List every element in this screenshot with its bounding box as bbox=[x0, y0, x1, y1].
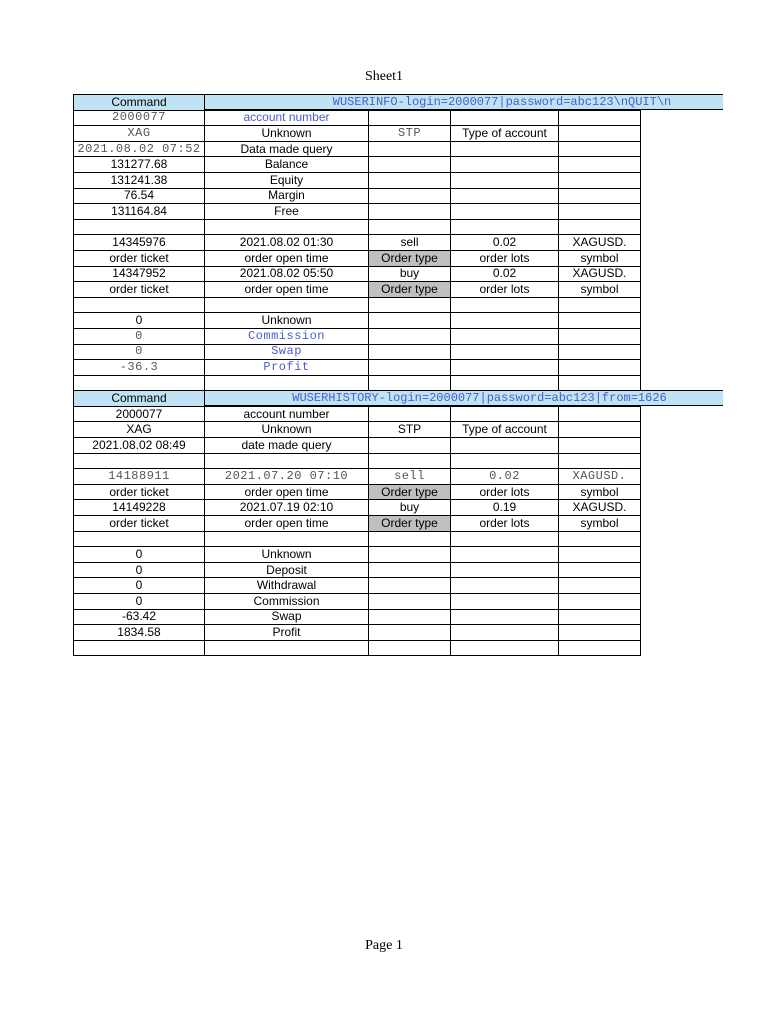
grid-cell[interactable] bbox=[74, 453, 205, 469]
grid-cell[interactable] bbox=[559, 375, 641, 391]
grid-cell[interactable]: Withdrawal bbox=[205, 578, 369, 594]
table-row bbox=[74, 172, 641, 188]
grid-cell[interactable] bbox=[559, 297, 641, 313]
grid-cell[interactable] bbox=[74, 375, 205, 391]
grid-cell[interactable] bbox=[451, 562, 559, 578]
grid-cell[interactable] bbox=[559, 453, 641, 469]
grid-cell[interactable] bbox=[205, 640, 369, 656]
grid-cell[interactable] bbox=[559, 438, 641, 454]
grid-cell[interactable]: 0 bbox=[74, 313, 205, 329]
spreadsheet-grid bbox=[73, 94, 672, 656]
grid-cell[interactable]: Unknown bbox=[205, 422, 369, 438]
grid-cell[interactable] bbox=[369, 360, 451, 376]
grid-cell[interactable]: order ticket bbox=[74, 484, 205, 500]
grid-cell[interactable]: XAGUSD. bbox=[559, 500, 641, 516]
grid-cell[interactable]: order lots bbox=[451, 484, 559, 500]
grid-cell[interactable]: STP bbox=[369, 126, 451, 142]
grid-cell[interactable] bbox=[369, 594, 451, 610]
table-row bbox=[74, 250, 641, 266]
command-text: WUSERINFO-login=2000077|password=abc123\nQUIT\n bbox=[204, 94, 723, 110]
grid-cell[interactable]: Profit bbox=[205, 625, 369, 641]
command-row bbox=[74, 95, 641, 111]
grid-cell[interactable]: 2021.07.20 07:10 bbox=[205, 469, 369, 485]
grid-cell[interactable]: 2000077 bbox=[74, 406, 205, 422]
grid-cell[interactable] bbox=[369, 219, 451, 235]
table-row bbox=[74, 360, 641, 376]
grid-cell[interactable] bbox=[559, 204, 641, 220]
grid-cell[interactable]: Equity bbox=[205, 172, 369, 188]
grid-cell[interactable] bbox=[451, 625, 559, 641]
grid-cell[interactable] bbox=[451, 594, 559, 610]
grid-cell[interactable] bbox=[559, 313, 641, 329]
grid-cell[interactable]: 2021.07.19 02:10 bbox=[205, 500, 369, 516]
grid-cell[interactable] bbox=[451, 344, 559, 360]
grid-cell[interactable]: 1834.58 bbox=[74, 625, 205, 641]
table-row bbox=[74, 219, 641, 235]
grid-cell[interactable] bbox=[369, 531, 451, 547]
grid-cell[interactable]: 0 bbox=[74, 328, 205, 344]
grid-cell[interactable] bbox=[369, 640, 451, 656]
grid-cell[interactable] bbox=[451, 531, 559, 547]
table-row bbox=[74, 204, 641, 220]
grid-cell[interactable] bbox=[451, 172, 559, 188]
grid-cell[interactable] bbox=[559, 406, 641, 422]
grid-cell[interactable]: order ticket bbox=[74, 282, 205, 298]
grid-cell[interactable] bbox=[559, 578, 641, 594]
grid-cell[interactable] bbox=[451, 438, 559, 454]
table-row bbox=[74, 282, 641, 298]
table-row bbox=[74, 157, 641, 173]
grid-cell[interactable] bbox=[451, 609, 559, 625]
grid-cell[interactable] bbox=[369, 328, 451, 344]
grid-cell[interactable]: XAG bbox=[74, 422, 205, 438]
grid-cell[interactable]: order open time bbox=[205, 516, 369, 532]
table-row bbox=[74, 516, 641, 532]
grid-cell[interactable]: order open time bbox=[205, 250, 369, 266]
grid-cell[interactable] bbox=[559, 188, 641, 204]
grid-cell[interactable]: Margin bbox=[205, 188, 369, 204]
grid-cell[interactable] bbox=[369, 157, 451, 173]
grid-cell[interactable]: order ticket bbox=[74, 250, 205, 266]
command-text: WUSERHISTORY-login=2000077|password=abc123|from=1626 bbox=[204, 390, 723, 406]
grid-cell[interactable]: 0 bbox=[74, 547, 205, 563]
grid-cell[interactable] bbox=[451, 360, 559, 376]
grid-cell[interactable] bbox=[74, 297, 205, 313]
grid-cell[interactable]: date made query bbox=[205, 438, 369, 454]
grid-cell[interactable]: Order type bbox=[369, 484, 451, 500]
command-text-cell[interactable] bbox=[205, 95, 672, 111]
grid-cell[interactable]: 0.02 bbox=[451, 266, 559, 282]
table-row bbox=[74, 406, 641, 422]
table-row bbox=[74, 500, 641, 516]
grid-cell[interactable] bbox=[205, 297, 369, 313]
grid-cell[interactable] bbox=[369, 188, 451, 204]
grid-cell[interactable] bbox=[369, 172, 451, 188]
grid-cell[interactable]: 0 bbox=[74, 594, 205, 610]
grid-cell[interactable]: Unknown bbox=[205, 313, 369, 329]
command-label-cell[interactable]: Command bbox=[74, 95, 205, 111]
grid-cell[interactable]: Profit bbox=[205, 360, 369, 376]
grid-cell[interactable]: order ticket bbox=[74, 516, 205, 532]
table-row bbox=[74, 453, 641, 469]
grid-cell[interactable]: 0 bbox=[74, 562, 205, 578]
grid-cell[interactable] bbox=[451, 157, 559, 173]
grid-body bbox=[74, 94, 672, 656]
grid-cell[interactable] bbox=[369, 609, 451, 625]
grid-cell[interactable] bbox=[451, 188, 559, 204]
table-row bbox=[74, 126, 641, 142]
grid-cell[interactable]: buy bbox=[369, 500, 451, 516]
command-text-cell[interactable] bbox=[205, 391, 667, 407]
grid-cell[interactable]: STP bbox=[369, 422, 451, 438]
grid-cell[interactable]: 131277.68 bbox=[74, 157, 205, 173]
grid-cell[interactable] bbox=[451, 204, 559, 220]
grid-cell[interactable]: symbol bbox=[559, 282, 641, 298]
grid-cell[interactable] bbox=[451, 640, 559, 656]
grid-cell[interactable] bbox=[369, 375, 451, 391]
grid-cell[interactable]: symbol bbox=[559, 484, 641, 500]
grid-cell[interactable] bbox=[369, 344, 451, 360]
table-row bbox=[74, 484, 641, 500]
grid-cell[interactable] bbox=[369, 313, 451, 329]
grid-cell[interactable] bbox=[205, 219, 369, 235]
table-row bbox=[74, 640, 641, 656]
table-row bbox=[74, 578, 641, 594]
table-row bbox=[74, 422, 641, 438]
grid-cell[interactable]: symbol bbox=[559, 516, 641, 532]
table-row bbox=[74, 547, 641, 563]
grid-cell[interactable] bbox=[559, 547, 641, 563]
grid-cell[interactable] bbox=[451, 328, 559, 344]
grid-cell[interactable]: 2021.08.02 05:50 bbox=[205, 266, 369, 282]
table-row bbox=[74, 625, 641, 641]
grid-cell[interactable] bbox=[369, 578, 451, 594]
grid-cell[interactable] bbox=[369, 438, 451, 454]
grid-cell[interactable]: 131164.84 bbox=[74, 204, 205, 220]
grid-cell[interactable]: Unknown bbox=[205, 547, 369, 563]
grid-cell[interactable]: XAGUSD. bbox=[559, 469, 641, 485]
grid-cell[interactable]: sell bbox=[369, 235, 451, 251]
grid-cell[interactable] bbox=[451, 141, 559, 157]
grid-cell[interactable] bbox=[451, 406, 559, 422]
grid-cell[interactable]: 76.54 bbox=[74, 188, 205, 204]
table-row bbox=[74, 562, 641, 578]
grid-cell[interactable] bbox=[451, 110, 559, 126]
grid-cell[interactable]: 0.02 bbox=[451, 235, 559, 251]
table-row bbox=[74, 438, 641, 454]
grid-cell[interactable]: 2021.08.02 01:30 bbox=[205, 235, 369, 251]
grid-cell[interactable]: 0 bbox=[74, 578, 205, 594]
grid-cell[interactable]: Data made query bbox=[205, 141, 369, 157]
grid-cell[interactable]: order lots bbox=[451, 516, 559, 532]
grid-cell[interactable] bbox=[369, 562, 451, 578]
grid-cell[interactable] bbox=[451, 453, 559, 469]
grid-cell[interactable] bbox=[559, 625, 641, 641]
grid-cell[interactable]: Order type bbox=[369, 282, 451, 298]
table-row bbox=[74, 110, 641, 126]
grid-cell[interactable] bbox=[205, 375, 369, 391]
grid-cell[interactable]: 14347952 bbox=[74, 266, 205, 282]
grid-cell[interactable]: XAGUSD. bbox=[559, 266, 641, 282]
command-label-cell[interactable]: Command bbox=[74, 391, 205, 407]
sheet-title: Sheet1 bbox=[364, 69, 404, 84]
grid-cell[interactable] bbox=[451, 219, 559, 235]
table-row bbox=[74, 531, 641, 547]
grid-cell[interactable]: 14188911 bbox=[74, 469, 205, 485]
table-row bbox=[74, 375, 641, 391]
grid-cell[interactable] bbox=[451, 375, 559, 391]
grid-cell[interactable] bbox=[369, 141, 451, 157]
table-row bbox=[74, 313, 641, 329]
grid-cell[interactable] bbox=[559, 594, 641, 610]
grid-cell[interactable]: Balance bbox=[205, 157, 369, 173]
table-row bbox=[74, 297, 641, 313]
grid-cell[interactable] bbox=[559, 328, 641, 344]
grid-cell[interactable]: buy bbox=[369, 266, 451, 282]
grid-cell[interactable]: Commission bbox=[205, 594, 369, 610]
grid-cell[interactable]: order open time bbox=[205, 282, 369, 298]
grid-cell[interactable] bbox=[559, 562, 641, 578]
grid-cell[interactable]: Swap bbox=[205, 344, 369, 360]
grid-cell[interactable]: Unknown bbox=[205, 126, 369, 142]
grid-cell[interactable]: 0 bbox=[74, 344, 205, 360]
grid-cell[interactable]: account number bbox=[205, 406, 369, 422]
grid-cell[interactable] bbox=[369, 625, 451, 641]
grid-cell[interactable] bbox=[451, 297, 559, 313]
grid-cell[interactable] bbox=[559, 422, 641, 438]
grid-cell[interactable]: Type of account bbox=[451, 422, 559, 438]
grid-cell[interactable]: order open time bbox=[205, 484, 369, 500]
grid-cell[interactable]: Type of account bbox=[451, 126, 559, 142]
grid-cell[interactable] bbox=[205, 531, 369, 547]
grid-cell[interactable]: Order type bbox=[369, 516, 451, 532]
grid-cell[interactable] bbox=[559, 360, 641, 376]
grid-cell[interactable] bbox=[559, 141, 641, 157]
grid-cell[interactable] bbox=[369, 204, 451, 220]
grid-cell[interactable] bbox=[559, 609, 641, 625]
grid-cell[interactable] bbox=[74, 640, 205, 656]
grid-cell[interactable]: 2021.08.02 07:52 bbox=[74, 141, 205, 157]
grid-cell[interactable] bbox=[559, 172, 641, 188]
grid-cell[interactable]: XAGUSD. bbox=[559, 235, 641, 251]
grid-cell[interactable] bbox=[451, 313, 559, 329]
page-footer: Page 1 bbox=[365, 938, 403, 953]
grid-cell[interactable]: Swap bbox=[205, 609, 369, 625]
grid-cell[interactable]: Free bbox=[205, 204, 369, 220]
grid-cell[interactable]: -63.42 bbox=[74, 609, 205, 625]
grid-cell[interactable] bbox=[369, 547, 451, 563]
grid-cell[interactable]: 131241.38 bbox=[74, 172, 205, 188]
grid-cell[interactable] bbox=[559, 126, 641, 142]
grid-cell[interactable]: XAG bbox=[74, 126, 205, 142]
grid-cell[interactable] bbox=[74, 531, 205, 547]
grid-cell[interactable]: Order type bbox=[369, 250, 451, 266]
grid-cell[interactable]: 0.19 bbox=[451, 500, 559, 516]
command-row bbox=[74, 391, 641, 407]
grid-cell[interactable]: order lots bbox=[451, 250, 559, 266]
grid-cell[interactable]: symbol bbox=[559, 250, 641, 266]
grid-cell[interactable] bbox=[369, 453, 451, 469]
table-row bbox=[74, 188, 641, 204]
grid-cell[interactable]: Deposit bbox=[205, 562, 369, 578]
grid-cell[interactable]: Commission bbox=[205, 328, 369, 344]
grid-cell[interactable]: account number bbox=[205, 110, 369, 126]
grid-cell[interactable] bbox=[451, 547, 559, 563]
table-row bbox=[74, 266, 641, 282]
grid-cell[interactable] bbox=[369, 110, 451, 126]
grid-cell[interactable] bbox=[74, 219, 205, 235]
grid-cell[interactable] bbox=[559, 640, 641, 656]
grid-cell[interactable] bbox=[205, 453, 369, 469]
grid-cell[interactable] bbox=[559, 157, 641, 173]
grid-cell[interactable]: 14345976 bbox=[74, 235, 205, 251]
grid-cell[interactable]: 2000077 bbox=[74, 110, 205, 126]
grid-cell[interactable] bbox=[559, 110, 641, 126]
grid-cell[interactable]: sell bbox=[369, 469, 451, 485]
table-row bbox=[74, 328, 641, 344]
grid-cell[interactable] bbox=[559, 344, 641, 360]
grid-cell[interactable] bbox=[559, 219, 641, 235]
grid-cell[interactable]: order lots bbox=[451, 282, 559, 298]
grid-cell[interactable] bbox=[369, 297, 451, 313]
grid-cell[interactable]: 14149228 bbox=[74, 500, 205, 516]
table-row bbox=[74, 235, 641, 251]
table-row bbox=[74, 344, 641, 360]
grid-cell[interactable]: -36.3 bbox=[74, 360, 205, 376]
grid-cell[interactable] bbox=[559, 531, 641, 547]
table-row bbox=[74, 141, 641, 157]
table-row bbox=[74, 609, 641, 625]
table-row bbox=[74, 469, 641, 485]
grid-cell[interactable]: 2021.08.02 08:49 bbox=[74, 438, 205, 454]
grid-cell[interactable] bbox=[451, 578, 559, 594]
table-row bbox=[74, 594, 641, 610]
grid-cell[interactable]: 0.02 bbox=[451, 469, 559, 485]
grid-cell[interactable] bbox=[369, 406, 451, 422]
